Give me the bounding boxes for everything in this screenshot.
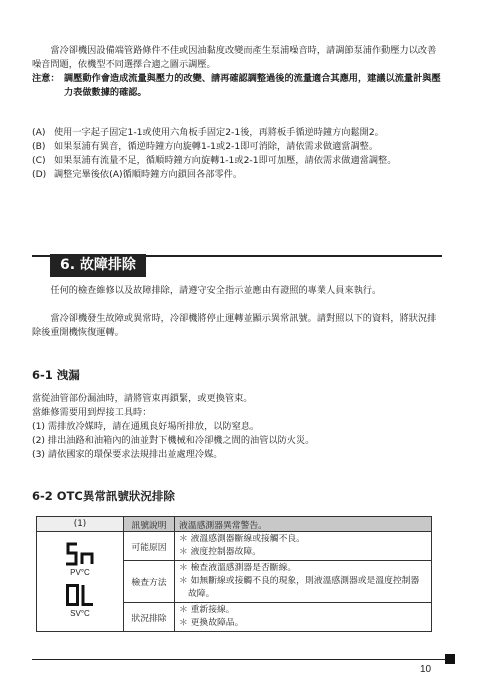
otc-heading: 6-2 OTC異常訊號狀況排除 [32,489,175,503]
leak-item: (3) 請依國家的環保要求法規排出並處理冷媒。 [32,449,223,460]
adjustment-steps [32,126,442,182]
row-content: ＊ 重新接線。 ＊ 更換故障品。 [175,603,432,632]
table-row [37,532,432,561]
intro-paragraph: 當冷卻機因設備端管路條件不佳或因油黏度改變而產生泵浦噪音時，請調節泵浦作動壓力以改善噪音問題，依機型不同選擇合適之圖示調壓。 [32,45,437,70]
row-type: 狀況排除 [124,603,175,632]
leak-item: (2) 排出油路和油箱內的油並對下機械和冷卻機之間的油管以防火災。 [32,435,315,446]
table-number: (1) [37,517,124,532]
note-label: 注意： [32,73,60,84]
sv-display-0l [65,583,95,607]
row-type: 可能原因 [124,532,175,561]
footer-marker [445,654,455,664]
step-item: (D) 調整完畢後依(A)循順時鐘方向鎖回各部零件。 [32,169,243,180]
step-item: (B) 如果泵浦有異音，循逆時鐘方向旋轉1-1或2-1即可消除，請依需求做適當調整。 [32,141,379,152]
sv-label: SV°C [70,608,90,618]
section-paragraph: 任何的檢查維修以及故障排除，請遵守安全指示並應由有證照的專業人員來執行。 [50,285,382,296]
leak-line: 當維修需要用到焊接工具時： [32,407,152,418]
signal-description: 液溫感測器異常警告。 [175,517,432,532]
row-content: ＊ 液溫感測器斷線或接觸不良。 ＊ 液度控制器故障。 [175,532,432,561]
row-content: ＊ 檢查液溫感測器是否斷線。 ＊ 如無斷線或接觸不良的現象，則液溫感測器或是溫度控制器故障。 [175,561,432,603]
pv-display-sn [65,542,95,566]
note-text: 調壓動作會造成流量與壓力的改變、請再確認調整過後的流量適合其應用，建議以流量計與壓力表做數據的確認。 [64,73,441,98]
leak-heading: 6-1 洩漏 [32,368,80,382]
leak-item: (1) 需排放冷媒時，請在通風良好場所排放，以防窒息。 [32,421,260,432]
otc-table [36,516,432,632]
signal-label: 訊號說明 [124,517,175,532]
step-item: (C) 如果泵浦有流量不足，循順時鐘方向旋轉1-1或2-1即可加壓，請依需求做適當調整。 [32,155,397,166]
page-number: 10 [420,664,432,675]
table-header-row [37,517,432,532]
display-code-cell [37,532,124,632]
leak-line: 當從油管部份漏油時，請將管束再鎖緊，或更換管束。 [32,393,253,404]
step-item: (A) 使用一字起子固定1-1或使用六角板手固定2-1後，再將板手循逆時鐘方向鬆開2。 [32,127,384,138]
section-paragraph: 當冷卻機發生故障或異常時，冷卻機將停止運轉並顯示異常訊號。請對照以下的資料，將狀況排除後重開機恢復運轉。 [32,313,437,338]
row-type: 檢查方法 [124,561,175,603]
section-title: 6. 故障排除 [50,254,146,277]
footer-rule [32,659,445,660]
pv-label: PV°C [70,567,90,577]
